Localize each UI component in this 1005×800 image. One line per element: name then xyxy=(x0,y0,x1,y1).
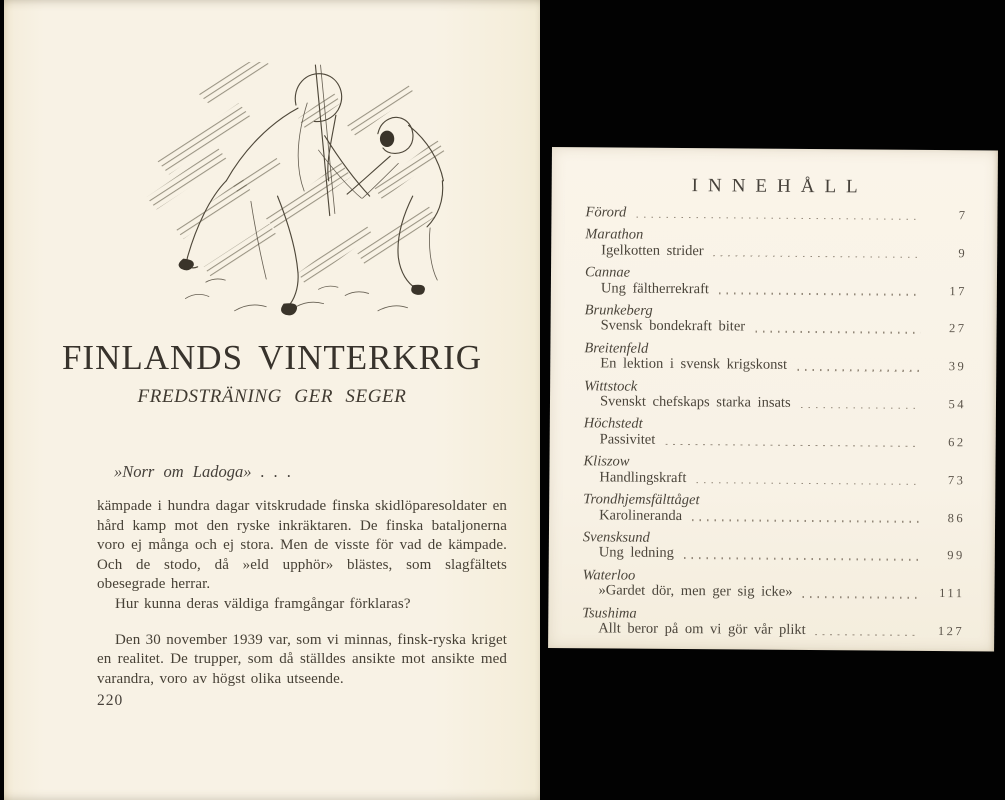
toc-dot-leader xyxy=(636,216,921,220)
toc-dot-leader xyxy=(755,331,920,334)
left-page xyxy=(4,0,540,800)
toc-entry xyxy=(585,265,967,299)
toc-sub-row xyxy=(584,394,966,412)
toc-headword: Kliszow xyxy=(583,453,630,470)
toc-sub-row xyxy=(582,621,964,639)
contents-title: INNEHÅLL xyxy=(691,175,868,198)
toc-entry xyxy=(585,205,967,223)
toc-dot-leader xyxy=(692,519,919,522)
toc-sub-row xyxy=(584,432,966,450)
toc-headword: Tsushima xyxy=(582,604,637,622)
toc-dot-leader xyxy=(714,255,922,258)
toc-headword: Wittstock xyxy=(584,377,638,395)
toc-subtitle: Igelkotten strider xyxy=(601,242,704,260)
toc-subtitle: Passivitet xyxy=(599,431,656,448)
toc-sub-row xyxy=(585,319,967,337)
toc-page-number: 73 xyxy=(947,472,966,487)
chapter-lead-in: »Norr om Ladoga» . . . xyxy=(114,462,292,481)
toc-dot-leader xyxy=(696,482,919,485)
contents-page xyxy=(548,147,998,651)
toc-dot-leader xyxy=(802,596,918,599)
toc-sub-row xyxy=(583,546,965,564)
body-text xyxy=(97,497,507,689)
toc-subtitle: En lektion i svensk krigskonst xyxy=(600,355,788,374)
toc-sub-row xyxy=(582,583,964,601)
toc-subtitle: Svensk bondekraft biter xyxy=(600,317,746,335)
winter-battle-illustration xyxy=(144,62,452,318)
toc-dot-leader xyxy=(684,557,919,560)
toc-page-number: 62 xyxy=(948,434,966,450)
toc-page-number: 27 xyxy=(949,321,967,336)
toc-headword: Waterloo xyxy=(582,566,636,584)
toc-entry xyxy=(584,341,966,375)
toc-head-row xyxy=(585,205,967,223)
chapter-title: FINLANDS VINTERKRIG xyxy=(61,338,483,377)
body-paragraph: Den 30 november 1939 var, som vi minnas, finsk-ryska kriget en realitet. De trupper, som då ställdes ansikte mot ansikte med varandra, voro av högst olika utseende. xyxy=(97,631,507,687)
toc-headword: Förord xyxy=(585,204,627,221)
toc-headword: Brunkeberg xyxy=(584,302,653,319)
toc-subtitle: Allt beror på om vi gör vår plikt xyxy=(598,620,806,638)
toc-subtitle: Svenskt chefskaps starka insats xyxy=(599,393,791,411)
toc-subtitle: Ung ledning xyxy=(598,544,674,562)
toc-entry xyxy=(585,303,967,337)
contents-list xyxy=(548,205,997,640)
toc-sub-row xyxy=(584,357,966,375)
toc-page-number: 111 xyxy=(939,586,965,601)
toc-entry xyxy=(584,379,966,413)
toc-sub-row xyxy=(585,243,967,261)
toc-dot-leader xyxy=(719,293,921,296)
toc-dot-leader xyxy=(816,634,919,636)
chapter-subtitle: FREDSTRÄNING GER SEGER xyxy=(137,386,407,407)
toc-entry xyxy=(582,568,964,602)
toc-sub-row xyxy=(583,470,965,488)
toc-page-number: 9 xyxy=(958,246,968,261)
toc-headword: Breitenfeld xyxy=(584,340,649,357)
toc-subtitle: Ung fältherrekraft xyxy=(600,280,710,297)
toc-headword: Trondhjemsfälttåget xyxy=(583,491,700,509)
toc-dot-leader xyxy=(801,407,920,410)
toc-sub-row xyxy=(585,281,967,299)
page-number: 220 xyxy=(97,692,124,709)
toc-entry xyxy=(585,228,967,262)
toc-page-number: 17 xyxy=(949,283,967,298)
toc-entry xyxy=(582,606,964,640)
toc-entry xyxy=(584,417,966,451)
body-paragraph: kämpade i hundra dagar vitskrudade finska skidlöparesoldater en hård kamp mot den ryske inkräktaren. De finska bataljonerna voro ej många och ej stora. Men de visste för vad de kämpade. Och de stodo, då »eld upphör» blästes, som slagfältets obesegrade herrar. xyxy=(97,498,507,593)
toc-subtitle: »Gardet dör, men ger sig icke» xyxy=(598,582,793,601)
toc-sub-row xyxy=(583,508,965,526)
toc-headword: Marathon xyxy=(585,226,644,244)
toc-dot-leader xyxy=(665,444,919,448)
toc-page-number: 39 xyxy=(948,359,967,374)
toc-entry xyxy=(583,492,965,526)
toc-entry xyxy=(583,455,965,489)
toc-subtitle: Handlingskraft xyxy=(599,469,687,486)
body-paragraph: Hur kunna deras väldiga framgångar förklaras? xyxy=(115,595,411,612)
toc-headword: Svensksund xyxy=(582,529,650,546)
toc-page-number: 127 xyxy=(937,623,965,639)
toc-headword: Höchstedt xyxy=(583,415,643,433)
toc-subtitle: Karolineranda xyxy=(599,506,683,524)
toc-page-number: 86 xyxy=(947,510,966,525)
toc-dot-leader xyxy=(797,369,920,372)
toc-page-number: 7 xyxy=(958,208,968,223)
toc-page-number: 54 xyxy=(948,397,967,412)
toc-headword: Cannae xyxy=(584,264,631,281)
toc-entry xyxy=(583,530,965,564)
toc-page-number: 99 xyxy=(947,548,965,563)
